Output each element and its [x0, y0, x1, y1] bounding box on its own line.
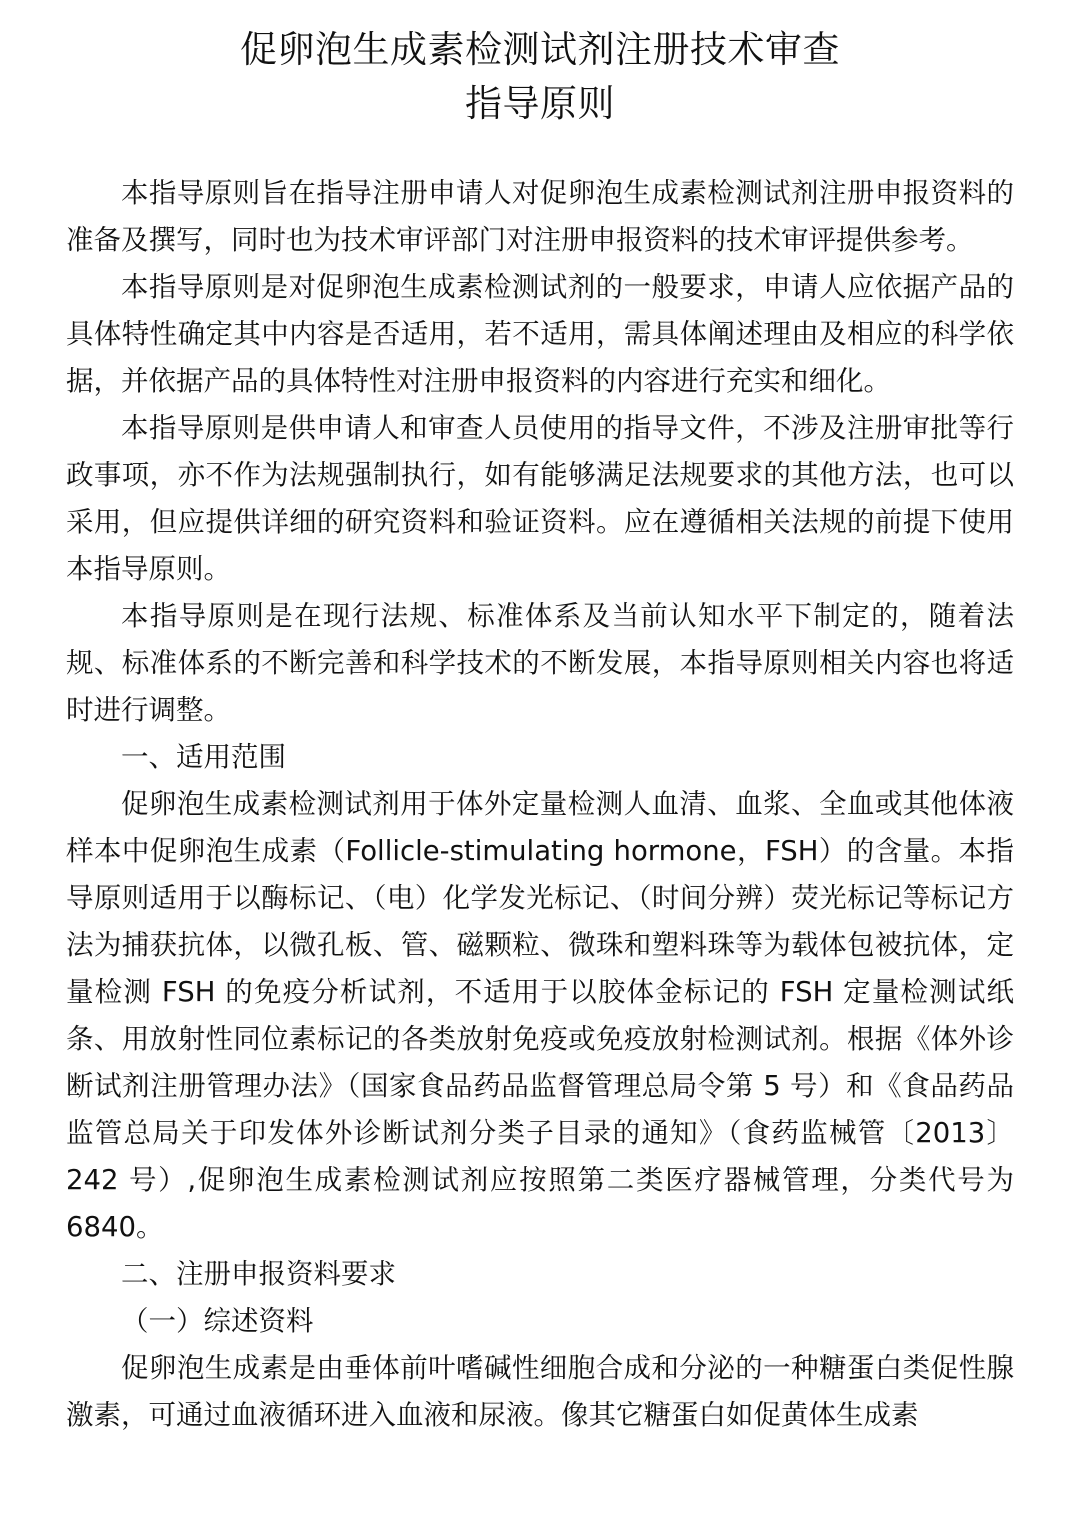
document-title: [0, 0, 1080, 131]
subsection-heading-overview: （一）综述资料: [121, 1305, 314, 1337]
intro-paragraph-3: 本指导原则是供申请人和审查人员使用的指导文件，不涉及注册审批等行政事项，亦不作为法规强制执行，如有能够满足法规要求的其他方法，也可以采用，但应提供详细的研究资料和验证资料。应在遵循相关法规的前提下使用本指导原则。: [66, 412, 1014, 585]
intro-paragraph-2: 本指导原则是对促卵泡生成素检测试剂的一般要求，申请人应依据产品的具体特性确定其中内容是否适用，若不适用，需具体阐述理由及相应的科学依据，并依据产品的具体特性对注册申报资料的内容进行充实和细化。: [66, 271, 1014, 397]
intro-paragraph-4: 本指导原则是在现行法规、标准体系及当前认知水平下制定的，随着法规、标准体系的不断完善和科学技术的不断发展，本指导原则相关内容也将适时进行调整。: [66, 600, 1014, 726]
section-heading-scope: 一、适用范围: [121, 741, 286, 773]
intro-paragraph-1: 本指导原则旨在指导注册申请人对促卵泡生成素检测试剂注册申报资料的准备及撰写，同时也为技术审评部门对注册申报资料的技术审评提供参考。: [66, 177, 1014, 256]
overview-paragraph: 促卵泡生成素是由垂体前叶嗜碱性细胞合成和分泌的一种糖蛋白类促性腺激素，可通过血液循环进入血液和尿液。像其它糖蛋白如促黄体生成素: [66, 1352, 1014, 1431]
section-heading-requirements: 二、注册申报资料要求: [121, 1258, 396, 1290]
document-title-line-2: 指导原则: [465, 82, 615, 125]
scope-paragraph: 促卵泡生成素检测试剂用于体外定量检测人血清、血浆、全血或其他体液样本中促卵泡生成素（Follicle-stimulating hormone，FSH）的含量。本指导原则适用于以酶标记、（电）化学发光标记、（时间分辨）荧光标记等标记方法为捕获抗体，以微孔板、管、磁颗粒、微珠和塑料珠等为载体包被抗体，定量检测 FSH 的免疫分析试剂，不适用于以胶体金标记的 FSH 定量检测试纸条、用放射性同位素标记的各类放射免疫或免疫放射检测试剂。根据《体外诊断试剂注册管理办法》（国家食品药品监督管理总局令第 5 号）和《食品药品监管总局关于印发体外诊断试剂分类子目录的通知》（食药监械管〔2013〕242 号）,促卵泡生成素检测试剂应按照第二类医疗器械管理，分类代号为 6840。: [66, 788, 1014, 1243]
document-body: [66, 170, 1014, 1439]
document-title-line-1: 促卵泡生成素检测试剂注册技术审查: [240, 28, 840, 71]
